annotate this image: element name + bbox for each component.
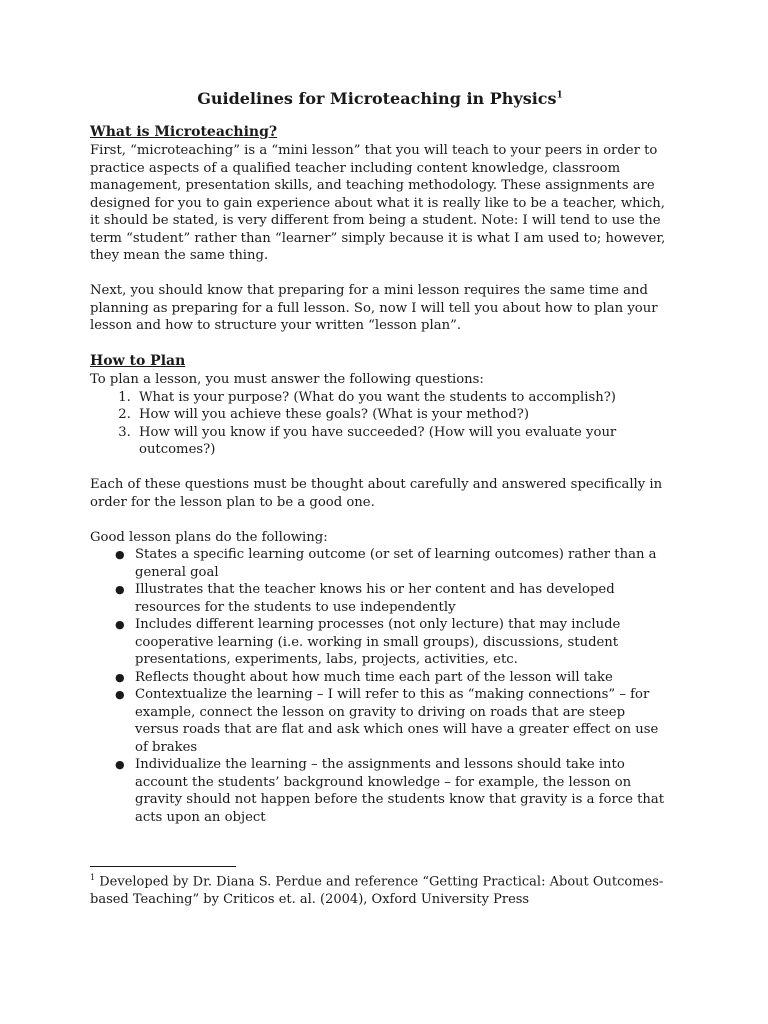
list-item: ● Individualize the learning – the assignments and lessons should take into account the students’ background knowledge – for example, the lesson on gravity should not happen before the students know that gravity is a force that acts upon an object [115, 757, 665, 825]
page-title: Guidelines for Microteaching in Physics$^1$ [197, 89, 563, 108]
footnote-text: $^1$ Developed by Dr. Diana S. Perdue and reference “Getting Practical: About Outcomes-based Teaching” by Criticos et. al. (2004), Oxford University Press [90, 873, 664, 907]
paragraph-good-plans-intro: Good lesson plans do the following: [90, 529, 328, 545]
bullet-icon: ● [115, 670, 125, 684]
bullet-icon: ● [115, 618, 125, 631]
list-item: ● Reflects thought about how much time each part of the lesson will take [115, 669, 613, 685]
questions-list [90, 389, 670, 459]
list-item: ● Includes different learning processes (not only lecture) that may include cooperative learning (i.e. working in small groups), discussions, student presentations, experiments, labs, projects, activities, etc. [115, 617, 621, 667]
paragraph-microteaching-definition: First, “microteaching” is a “mini lesson” that you will teach to your peers in order to practice aspects of a qualified teacher including content knowledge, classroom management, presentation skills, and teaching methodology. These assignments are designed for you to gain experience about what it is really like to be a teacher, which, it should be stated, is very different from being a student. Note: I will tend to use the term “student” rather than “learner” simply because it is what I am used to; however, they mean the same thing. [90, 143, 666, 263]
bullet-icon: ● [115, 548, 125, 561]
bullet-icon: ● [115, 758, 125, 771]
paragraph-preparation: Next, you should know that preparing for a mini lesson requires the same time and planning as preparing for a full lesson. So, now I will tell you about how to plan your lesson and how to structure your written “lesson plan”. [90, 283, 658, 333]
section-heading-what-is-microteaching: What is Microteaching? [90, 124, 278, 140]
bullet-icon: ● [115, 583, 125, 596]
document-body [90, 88, 670, 826]
list-item: ● Illustrates that the teacher knows his or her content and has developed resources for the students to use independently [115, 582, 615, 615]
bullet-icon: ● [115, 688, 125, 701]
list-item: 1. What is your purpose? (What do you want the students to accomplish?) [135, 389, 670, 407]
title-footnote-mark: 1 [556, 90, 563, 101]
footnote-mark: 1 [90, 873, 96, 882]
list-item: ● States a specific learning outcome (or set of learning outcomes) rather than a general goal [115, 547, 657, 580]
paragraph-plan-intro: To plan a lesson, you must answer the following questions: [90, 372, 484, 387]
paragraph-questions-note: Each of these questions must be thought about carefully and answered specifically in order for the lesson plan to be a good one. [90, 477, 663, 510]
section-heading-how-to-plan: How to Plan [90, 353, 186, 369]
footnote-divider [90, 866, 236, 867]
footnote [90, 866, 680, 908]
list-item: ● Contextualize the learning – I will refer to this as “making connections” – for example, connect the lesson on gravity to driving on roads that are steep versus roads that are flat and ask which ones will have a greater effect on use of brakes [115, 687, 659, 755]
list-item: 2. How will you achieve these goals? (What is your method?) [135, 406, 670, 424]
list-item: 3. How will you know if you have succeeded? (How will you evaluate your outcomes?) [135, 424, 670, 459]
good-plans-list [90, 546, 670, 826]
